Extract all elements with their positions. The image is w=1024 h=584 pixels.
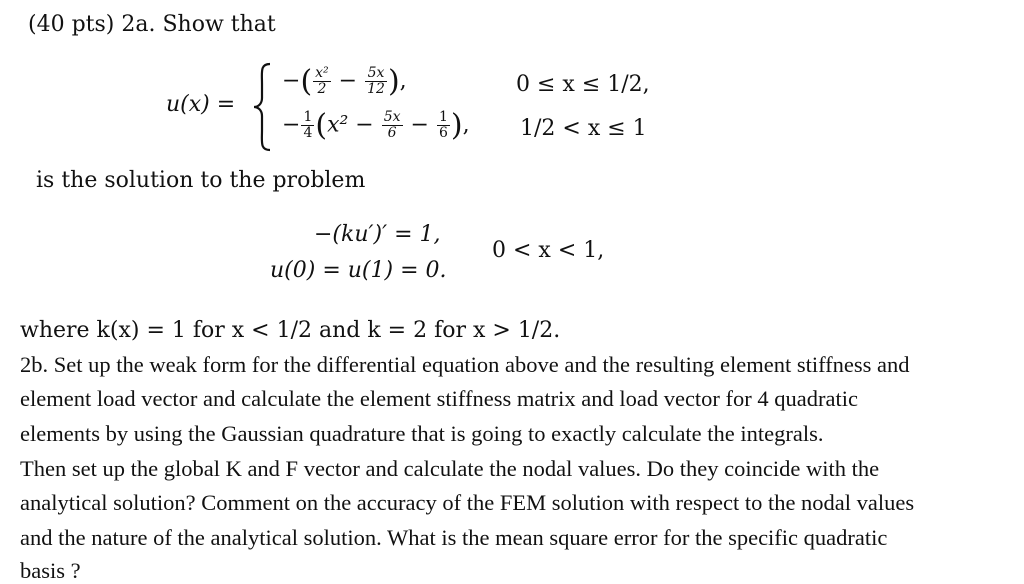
- case-2-frac0-den: 4: [303, 125, 313, 141]
- case-2-frac2-den: 6: [438, 125, 448, 141]
- case-1-sign: −: [282, 68, 301, 94]
- case-1-tail: ,: [399, 68, 407, 94]
- part-b-line: 2b. Set up the weak form for the differential equation above and the resulting element stiffness and: [20, 352, 910, 377]
- part-b-line: and the nature of the analytical solution. What is the mean square error for the specific quadratic: [20, 525, 888, 550]
- case-2-frac1-num: 5x: [383, 109, 401, 125]
- part-b-line: analytical solution? Comment on the accuracy of the FEM solution with respect to the nodal values: [20, 490, 915, 515]
- case-2-tail: ,: [462, 112, 470, 138]
- case-1-frac1-num: x²: [315, 65, 329, 81]
- case-2-frac1-den: 6: [387, 125, 397, 141]
- case-2-expression: − $\frac{1}{4}$ (x² − $\frac{5x}{6}$ − $\frac{1}{6}$ ),: [282, 108, 470, 143]
- boundary-conditions: u(0) = u(1) = 0.: [270, 258, 447, 283]
- case-2-x2: x² −: [327, 112, 374, 138]
- case-2-minus: −: [410, 112, 429, 138]
- domain-condition: 0 < x < 1,: [492, 238, 605, 263]
- case-1-expression: −( $\frac{\text{x²}}{2}$ − $\frac{5x}{12}$ ),: [282, 64, 407, 99]
- case-2-sign: −: [282, 112, 301, 138]
- part-b-line: element load vector and calculate the element stiffness matrix and load vector for 4 quadratic: [20, 386, 858, 411]
- case-1-condition: 0 ≤ x ≤ 1/2,: [516, 72, 650, 97]
- problem-heading: (40 pts) 2a. Show that: [28, 12, 276, 37]
- case-2-frac0-num: 1: [303, 109, 313, 125]
- case-2-condition: 1/2 < x ≤ 1: [520, 116, 647, 141]
- left-brace: [252, 62, 274, 152]
- case-1-frac2-den: 12: [367, 81, 385, 97]
- piecewise-lhs: u(x) =: [166, 92, 236, 117]
- part-b-line: basis ?: [20, 558, 81, 583]
- case-1-frac1-den: 2: [317, 81, 327, 97]
- coefficient-definition: where k(x) = 1 for x < 1/2 and k = 2 for x > 1/2.: [20, 318, 561, 343]
- part-b-line: elements by using the Gaussian quadrature that is going to exactly calculate the integrals.: [20, 421, 824, 446]
- differential-equation: −(ku′)′ = 1,: [314, 222, 441, 247]
- case-2-frac2-num: 1: [438, 109, 448, 125]
- case-1-frac2-num: 5x: [365, 66, 387, 82]
- solution-statement: is the solution to the problem: [36, 168, 366, 193]
- case-1-minus: −: [338, 68, 358, 94]
- part-b-line: Then set up the global K and F vector and calculate the nodal values. Do they coincide with the: [20, 456, 880, 481]
